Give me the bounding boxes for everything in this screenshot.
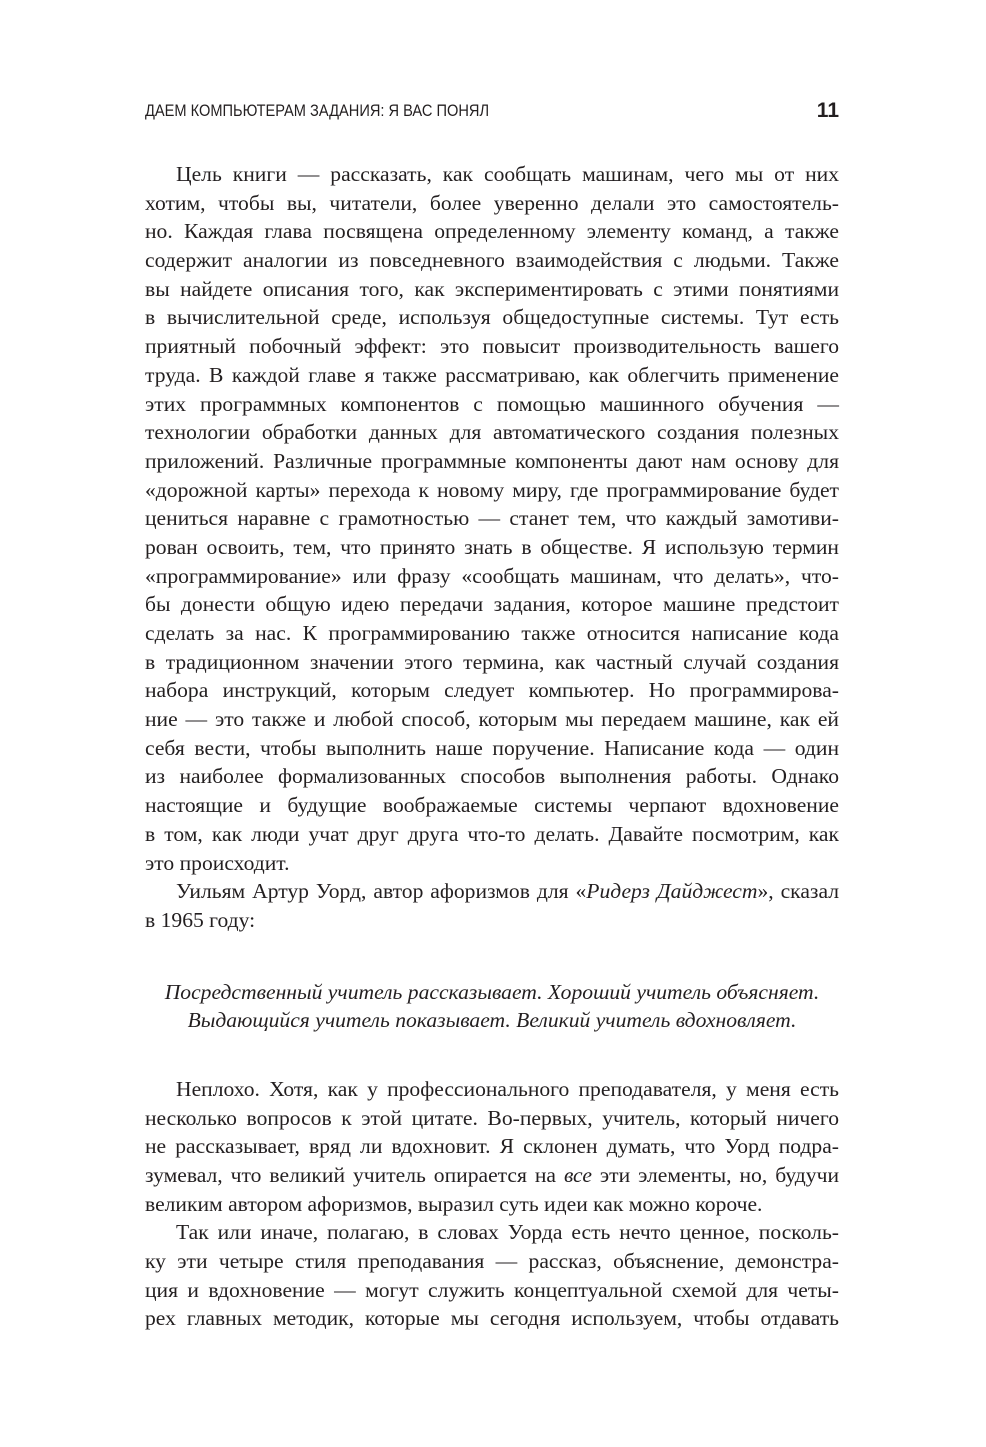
- text-line: ние — это также и любой способ, которым мы передаем машине, как ей: [145, 707, 839, 732]
- text-span: эти элементы, но, будучи: [591, 1163, 840, 1187]
- running-head: ДАЕМ КОМПЬЮТЕРАМ ЗАДАНИЯ: Я ВАС ПОНЯЛ: [145, 101, 490, 120]
- text-line: «программирование» или фразу «сообщать машинам, что делать», что-: [145, 563, 839, 588]
- text-line: великим автором афоризмов, выразил суть идеи как можно короче.: [145, 1191, 763, 1216]
- text-line: Так или иначе, полагаю, в словах Уорда есть нечто ценное, посколь-: [176, 1220, 839, 1245]
- paragraph-3: [145, 1075, 839, 1218]
- text-line: содержит аналогии из повседневного взаимодействия с людьми. Также: [145, 248, 839, 273]
- text-line: не рассказывает, вряд ли вдохновит. Я склонен думать, что Уорд подра-: [145, 1134, 839, 1159]
- text-line: сделать за нас. К программированию также относится написание кода: [145, 621, 839, 645]
- text-line: это происходит.: [145, 850, 290, 875]
- text-span: », сказал: [757, 879, 839, 904]
- text-line: несколько вопросов к этой цитате. Во-первых, учитель, который ничего: [145, 1105, 839, 1130]
- text-line: себя вести, чтобы выполнить наше поручение. Написание кода — один: [145, 735, 839, 760]
- text-line: но. Каждая глава посвящена определенному элементу команд, а также: [145, 219, 839, 244]
- text-line: настоящие и будущие воображаемые системы черпают вдохновение: [145, 793, 839, 818]
- epigraph-quote: [145, 978, 839, 1035]
- body-text: [145, 160, 839, 1333]
- spacer: [145, 935, 839, 978]
- text-line: этих программных компонентов с помощью машинного обучения —: [145, 391, 839, 416]
- paragraph-4: [145, 1218, 839, 1333]
- quote-line: Посредственный учитель рассказывает. Хороший учитель объясняет.: [164, 979, 820, 1004]
- text-line: Цель книги — рассказать, как сообщать машинам, чего мы от них: [176, 162, 839, 186]
- paragraph-1: [145, 160, 839, 877]
- text-span: зумевал, что великий учитель опирается на: [145, 1163, 564, 1187]
- text-line: в традиционном значении этого термина, как частный случай создания: [145, 649, 839, 674]
- text-line: в 1965 году:: [145, 907, 256, 932]
- text-line: [145, 1161, 839, 1190]
- paragraph-2: [145, 877, 839, 934]
- text-line: приятный побочный эффект: это повысит производительность вашего: [145, 334, 839, 359]
- text-line: «дорожной карты» перехода к новому миру, где программирование будет: [145, 477, 839, 502]
- spacer: [145, 1035, 839, 1075]
- text-line: в том, как люди учат друг друга что-то делать. Давайте посмотрим, как: [145, 821, 839, 846]
- text-span: Уильям Артур Уорд, автор афоризмов для «: [176, 879, 587, 904]
- quote-line: Выдающийся учитель показывает. Великий учитель вдохновляет.: [187, 1008, 797, 1033]
- text-line: рех главных методик, которые мы сегодня используем, чтобы отдавать: [145, 1306, 839, 1331]
- page-header: [145, 96, 839, 126]
- text-line: рован освоить, тем, что принято знать в обществе. Я использую термин: [145, 534, 839, 559]
- text-line: приложений. Различные программные компоненты дают нам основу для: [145, 448, 839, 473]
- text-line: в вычислительной среде, используя общедоступные системы. Тут есть: [145, 305, 839, 330]
- page-number: 11: [816, 99, 839, 122]
- emphasis: все: [563, 1163, 592, 1187]
- text-line: из наиболее формализованных способов выполнения работы. Однако: [145, 764, 839, 789]
- text-line: ку эти четыре стиля преподавания — рассказ, объяснение, демонстра-: [145, 1249, 839, 1274]
- text-line: цениться наравне с грамотностью — станет тем, что каждый замотиви-: [145, 506, 839, 531]
- text-line: Неплохо. Хотя, как у профессионального преподавателя, у меня есть: [176, 1076, 839, 1101]
- text-line: бы донести общую идею передачи задания, которое машине предстоит: [145, 592, 839, 617]
- text-line: технологии обработки данных для автоматического создания полезных: [145, 420, 839, 445]
- text-line: хотим, чтобы вы, читатели, более уверенно делали это самостоятель-: [145, 190, 839, 215]
- text-line: труда. В каждой главе я также рассматриваю, как облегчить применение: [145, 362, 839, 387]
- publication-title: Ридерз Дайджест: [586, 879, 758, 904]
- text-line: [145, 877, 839, 906]
- text-line: набора инструкций, которым следует компьютер. Но программирова-: [145, 678, 839, 703]
- text-line: вы найдете описания того, как экспериментировать с этими понятиями: [145, 276, 839, 301]
- text-line: ция и вдохновение — могут служить концептуальной схемой для четы-: [145, 1277, 839, 1302]
